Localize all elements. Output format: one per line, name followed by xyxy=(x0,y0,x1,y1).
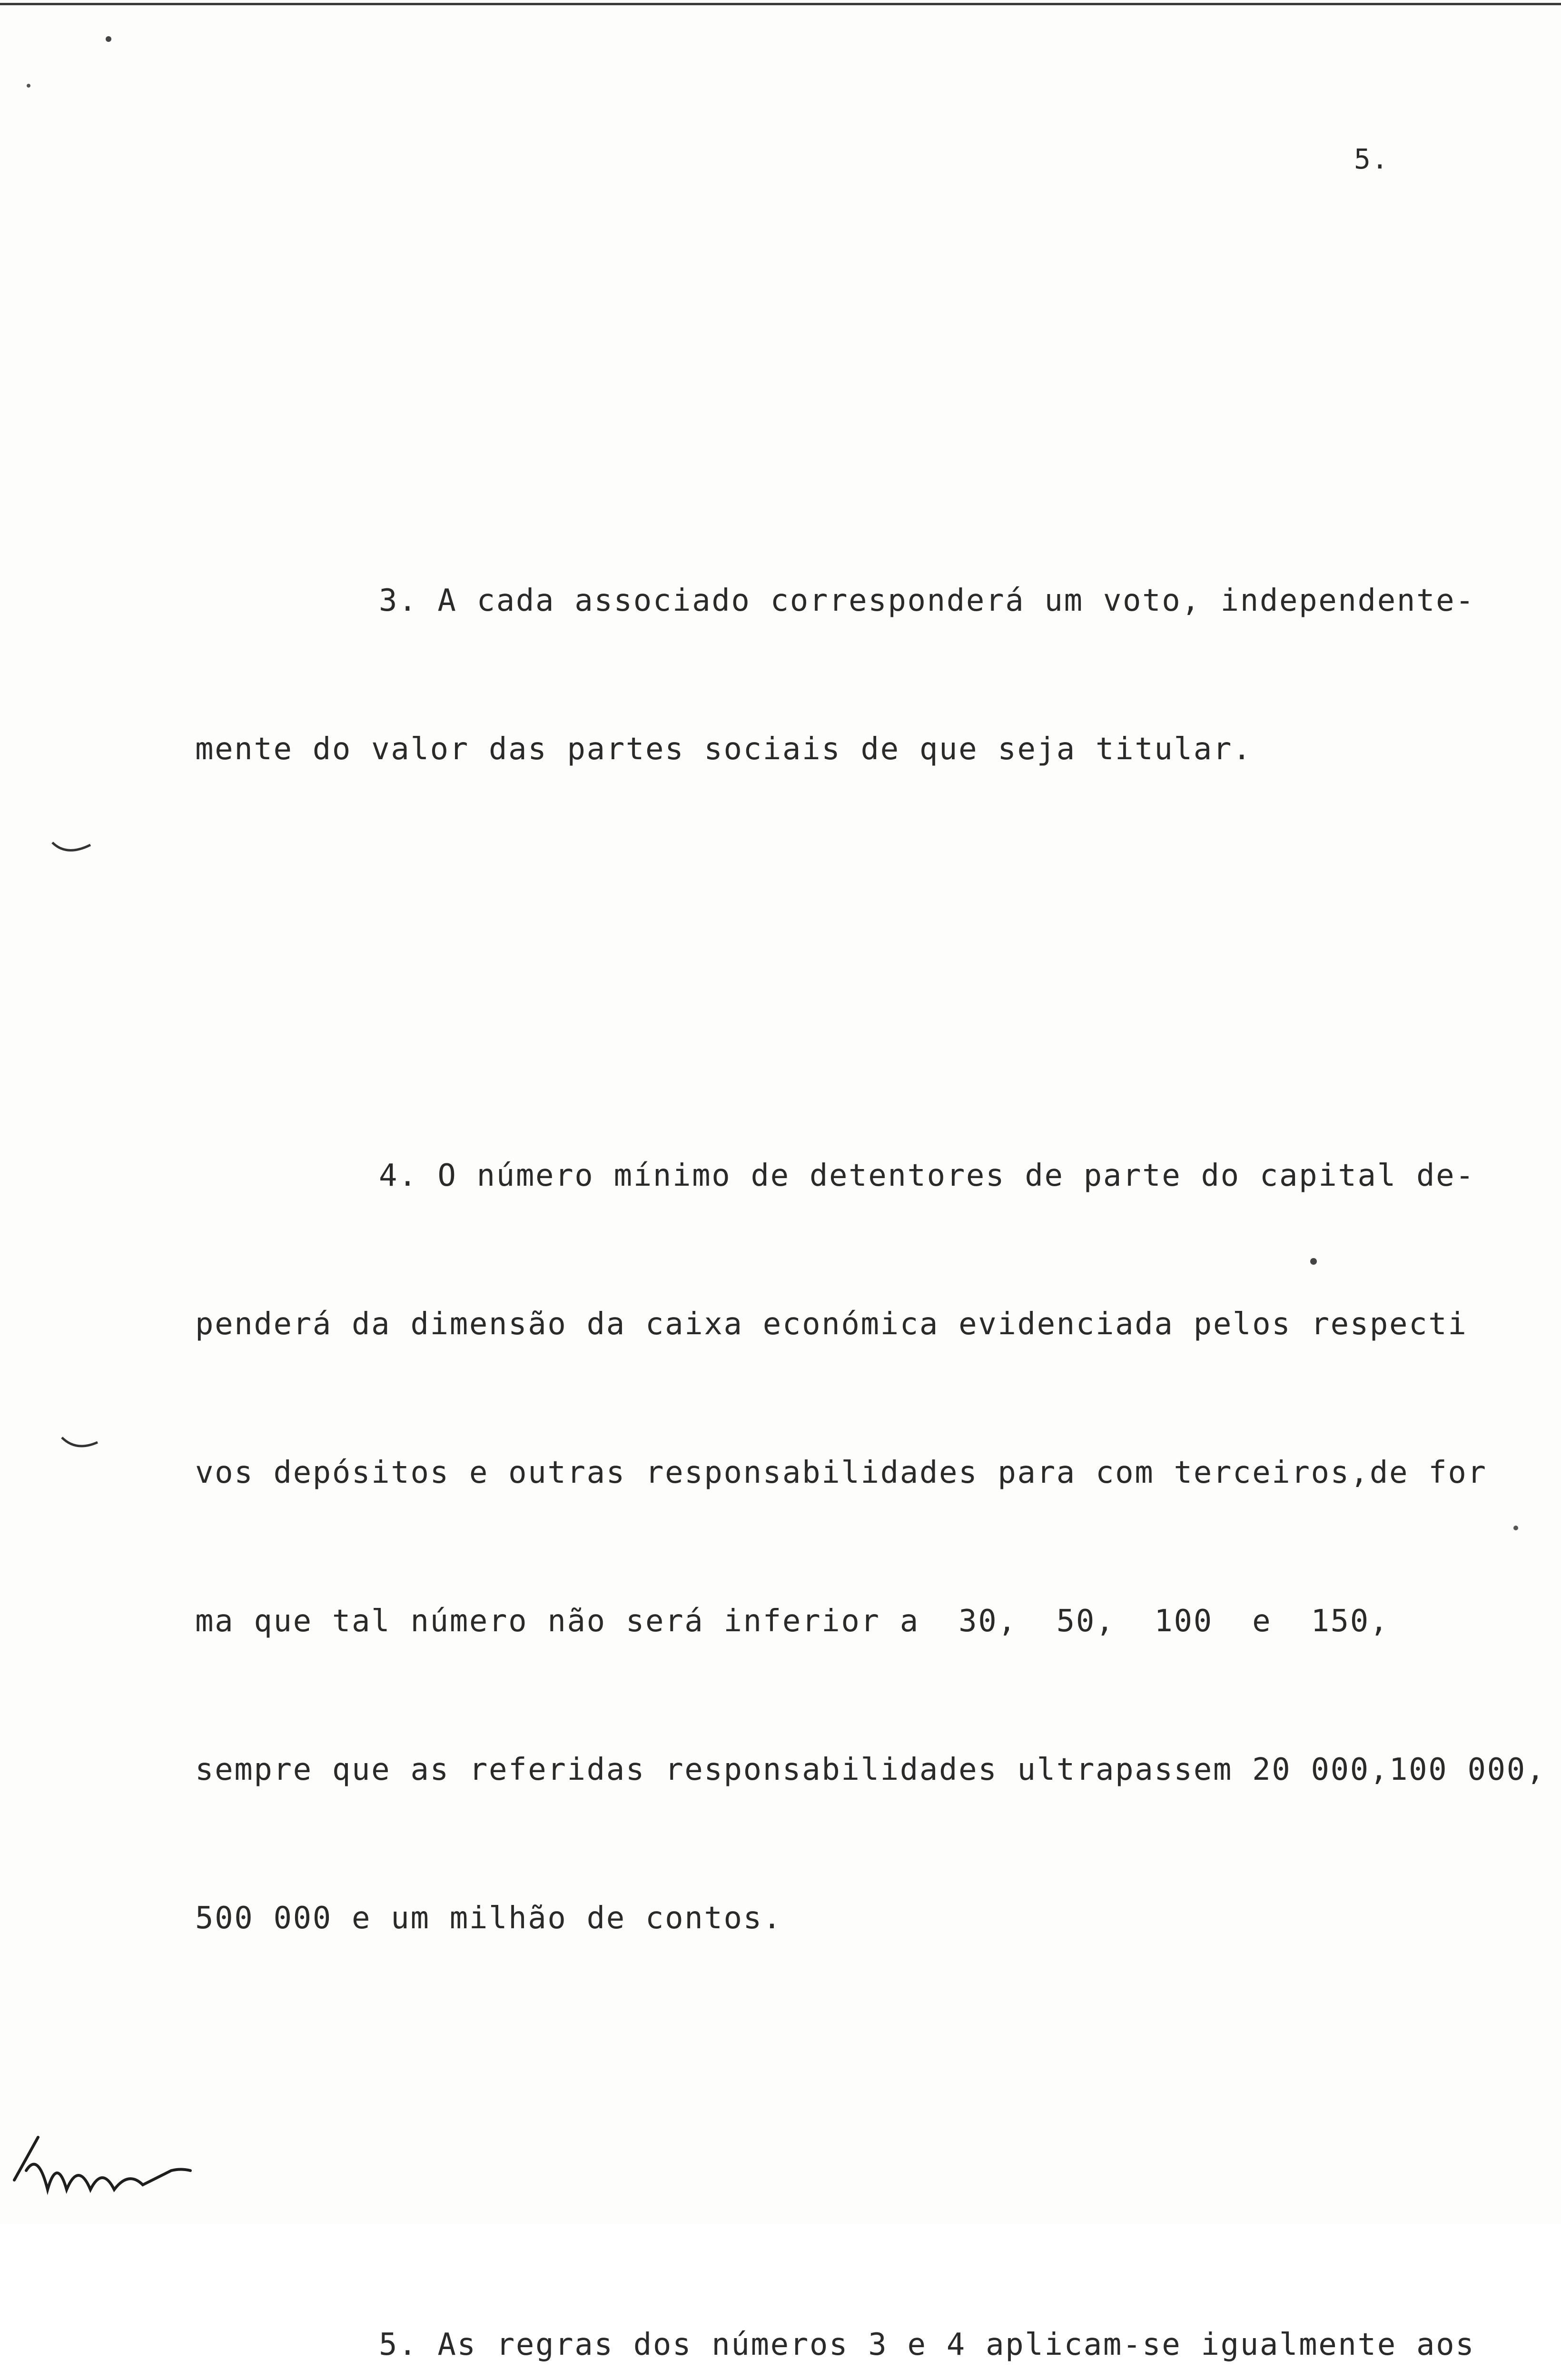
text-line: 4. O número mínimo de detentores de parte do capital de- xyxy=(379,1158,1475,1193)
speck xyxy=(1310,1258,1317,1265)
text-line: 5. As regras dos números 3 e 4 aplicam-se igualmente aos xyxy=(379,2327,1475,2362)
speck xyxy=(27,84,30,88)
margin-curve-mark xyxy=(62,1438,98,1446)
handwritten-initials xyxy=(14,2137,190,2190)
text-line: 500 000 e um milhão de contos. xyxy=(195,1901,782,1936)
margin-curve-mark xyxy=(52,843,90,850)
speck xyxy=(106,36,111,42)
text-line: sempre que as referidas responsabilidades ultrapassem 20 000,100 000, xyxy=(195,1752,1546,1787)
speck xyxy=(1513,1526,1518,1530)
text-line: penderá da dimensão da caixa económica evidenciada pelos respecti xyxy=(195,1307,1468,1342)
text-line: mente do valor das partes sociais de que seja titular. xyxy=(195,732,1253,767)
text-line: 3. A cada associado corresponderá um voto, independente- xyxy=(379,583,1475,618)
text-line: ma que tal número não será inferior a 30, 50, 100 e 150, xyxy=(195,1604,1390,1639)
text-line: vos depósitos e outras responsabilidades para com terceiros,de for xyxy=(195,1455,1487,1490)
paragraph-5 xyxy=(195,2221,1523,2380)
page-number: 5. xyxy=(1354,143,1389,175)
